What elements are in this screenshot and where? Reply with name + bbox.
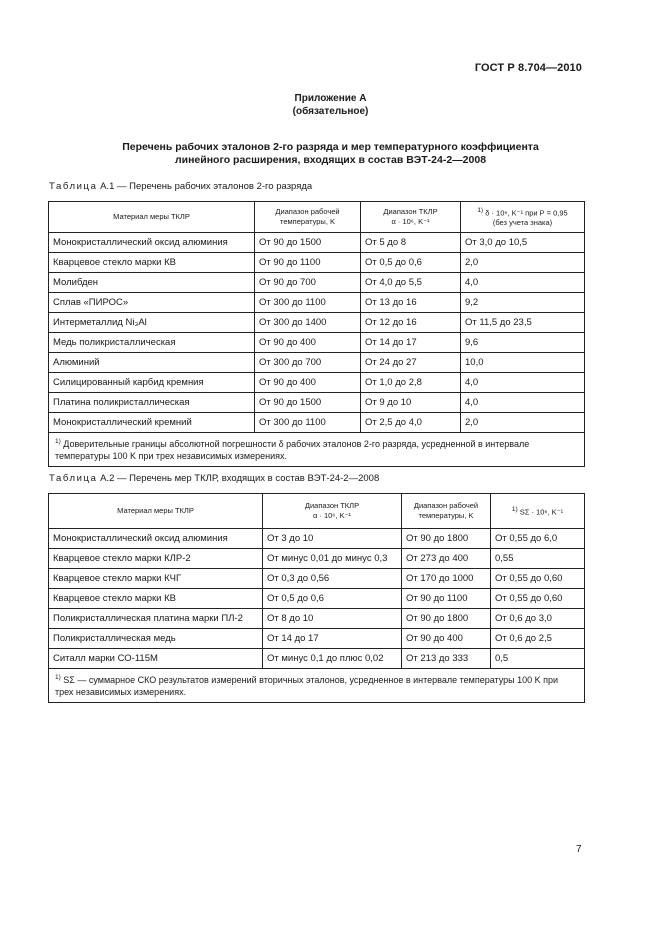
cell-temp: От 300 до 1100 xyxy=(255,293,361,313)
table2-caption-text: А.2 — Перечень мер ТКЛР, входящих в состав ВЭТ-24-2—2008 xyxy=(100,473,380,484)
table-row xyxy=(49,293,585,313)
table1-header-temp: Диапазон рабочей температуры, K xyxy=(255,202,361,233)
cell-material: Кварцевое стекло марки КЛР-2 xyxy=(49,549,263,569)
cell-delta: 9,6 xyxy=(461,333,585,353)
cell-temp: От 300 до 1100 xyxy=(255,413,361,433)
appendix-title: Приложение А xyxy=(294,93,367,104)
cell-temp: От 300 до 1400 xyxy=(255,313,361,333)
cell-material: Поликристаллическая платина марки ПЛ-2 xyxy=(49,609,263,629)
table1-header-delta-note: (без учета знака) xyxy=(492,218,553,228)
cell-material: Ситалл марки СО-115М xyxy=(49,649,263,669)
cell-tklr: От 14 до 17 xyxy=(361,333,461,353)
cell-tklr: От 3 до 10 xyxy=(263,529,402,549)
cell-temp: От 90 до 1100 xyxy=(402,589,491,609)
cell-s: От 0,55 до 0,60 xyxy=(491,589,585,609)
table1-header-delta xyxy=(461,202,585,233)
cell-s: От 0,6 до 3,0 xyxy=(491,609,585,629)
cell-temp: От 90 до 1800 xyxy=(402,609,491,629)
cell-temp: От 90 до 400 xyxy=(255,333,361,353)
cell-material: Поликристаллическая медь xyxy=(49,629,263,649)
table2-header-temp: Диапазон рабочей температуры, K xyxy=(402,494,491,529)
cell-material: Сплав «ПИРОС» xyxy=(49,293,255,313)
cell-temp: От 90 до 1500 xyxy=(255,233,361,253)
cell-material: Монокристаллический оксид алюминия xyxy=(49,233,255,253)
cell-s: От 0,6 до 2,5 xyxy=(491,629,585,649)
table2-header-s xyxy=(491,494,585,529)
table-row xyxy=(49,273,585,293)
table-row xyxy=(49,333,585,353)
cell-tklr: От минус 0,01 до минус 0,3 xyxy=(263,549,402,569)
cell-tklr: От 5 до 8 xyxy=(361,233,461,253)
cell-delta: 4,0 xyxy=(461,393,585,413)
cell-delta: 2,0 xyxy=(461,413,585,433)
table-row xyxy=(49,569,585,589)
table1-header-tklr-label: Диапазон ТКЛР xyxy=(383,207,438,216)
cell-material: Кварцевое стекло марки КВ xyxy=(49,589,263,609)
page-number: 7 xyxy=(576,844,582,855)
cell-delta: От 11,5 до 23,5 xyxy=(461,313,585,333)
cell-tklr: От 0,5 до 0,6 xyxy=(263,589,402,609)
table2-header-s-label: SΣ · 10⁶, K⁻¹ xyxy=(519,507,564,517)
cell-s: От 0,55 до 0,60 xyxy=(491,569,585,589)
appendix-heading xyxy=(60,141,601,167)
cell-material: Монокристаллический кремний xyxy=(49,413,255,433)
table-row xyxy=(49,233,585,253)
table-row xyxy=(49,393,585,413)
table2-header-tklr-unit: α · 10⁶, K⁻¹ xyxy=(312,511,352,520)
cell-material: Интерметаллид Ni₃Al xyxy=(49,313,255,333)
cell-delta: 2,0 xyxy=(461,253,585,273)
table-row xyxy=(49,649,585,669)
cell-material: Силицированный карбид кремния xyxy=(49,373,255,393)
cell-temp: От 90 до 1100 xyxy=(255,253,361,273)
cell-temp: От 273 до 400 xyxy=(402,549,491,569)
table2-footnote-row xyxy=(49,669,585,703)
table-a2 xyxy=(48,493,585,703)
table-row xyxy=(49,589,585,609)
table-row xyxy=(49,253,585,273)
standard-code: ГОСТ Р 8.704—2010 xyxy=(474,62,582,74)
table-row xyxy=(49,313,585,333)
cell-tklr: От 9 до 10 xyxy=(361,393,461,413)
cell-delta: 4,0 xyxy=(461,273,585,293)
table1-footnote-marker: 1) xyxy=(55,438,61,445)
table2-caption-label: Таблица xyxy=(49,473,98,484)
table1-header-row xyxy=(49,202,585,233)
cell-temp: От 90 до 1500 xyxy=(255,393,361,413)
table-row xyxy=(49,373,585,393)
cell-material: Кварцевое стекло марки КЧГ xyxy=(49,569,263,589)
cell-material: Алюминий xyxy=(49,353,255,373)
cell-delta: 10,0 xyxy=(461,353,585,373)
cell-tklr: От 13 до 16 xyxy=(361,293,461,313)
table1-caption xyxy=(49,181,312,192)
cell-tklr: От 4,0 до 5,5 xyxy=(361,273,461,293)
cell-tklr: От 0,5 до 0,6 xyxy=(361,253,461,273)
table1-footnote-row xyxy=(49,433,585,467)
cell-tklr: От минус 0,1 до плюс 0,02 xyxy=(263,649,402,669)
table2-header-s-marker: 1) xyxy=(511,505,518,513)
table-row xyxy=(49,353,585,373)
cell-tklr: От 24 до 27 xyxy=(361,353,461,373)
cell-temp: От 300 до 700 xyxy=(255,353,361,373)
table2-header-tklr xyxy=(263,494,402,529)
table1-footnote-text: Доверительные границы абсолютной погрешности δ рабочих эталонов 2-го разряда, усредненной в интервале температуры 100 K при трех независимых измерениях. xyxy=(55,439,530,461)
table1-footnote xyxy=(49,433,585,467)
cell-temp: От 90 до 700 xyxy=(255,273,361,293)
cell-tklr: От 0,3 до 0,56 xyxy=(263,569,402,589)
table1-header-tklr-unit: α · 10⁶, K⁻¹ xyxy=(391,217,430,226)
table-row xyxy=(49,549,585,569)
table2-header-row xyxy=(49,494,585,529)
table2-footnote-marker: 1) xyxy=(55,674,61,681)
cell-material: Медь поликристаллическая xyxy=(49,333,255,353)
table1-header-delta-label: δ · 10⁶, K⁻¹ при P = 0,95 xyxy=(485,208,568,218)
table1-caption-label: Таблица xyxy=(49,181,98,192)
table2-caption xyxy=(49,473,379,484)
table-row xyxy=(49,413,585,433)
heading-line-1: Перечень рабочих эталонов 2-го разряда и мер температурного коэффициента xyxy=(122,141,539,153)
cell-material: Платина поликристаллическая xyxy=(49,393,255,413)
table-row xyxy=(49,629,585,649)
cell-tklr: От 12 до 16 xyxy=(361,313,461,333)
table-row xyxy=(49,529,585,549)
table2-header-tklr-label: Диапазон ТКЛР xyxy=(304,501,360,510)
cell-temp: От 90 до 1800 xyxy=(402,529,491,549)
cell-material: Кварцевое стекло марки КВ xyxy=(49,253,255,273)
cell-delta: 9,2 xyxy=(461,293,585,313)
table-a1 xyxy=(48,201,585,467)
cell-temp: От 170 до 1000 xyxy=(402,569,491,589)
table2-header-material: Материал меры ТКЛР xyxy=(49,494,263,529)
appendix-block xyxy=(0,92,661,118)
cell-delta: От 3,0 до 10,5 xyxy=(461,233,585,253)
cell-temp: От 213 до 333 xyxy=(402,649,491,669)
cell-s: 0,55 xyxy=(491,549,585,569)
cell-tklr: От 1,0 до 2,8 xyxy=(361,373,461,393)
cell-material: Монокристаллический оксид алюминия xyxy=(49,529,263,549)
cell-tklr: От 14 до 17 xyxy=(263,629,402,649)
table1-header-material: Материал меры ТКЛР xyxy=(49,202,255,233)
cell-s: От 0,55 до 6,0 xyxy=(491,529,585,549)
cell-tklr: От 8 до 10 xyxy=(263,609,402,629)
table1-caption-text: А.1 — Перечень рабочих эталонов 2-го разряда xyxy=(100,181,313,192)
table1-header-tklr xyxy=(361,202,461,233)
table-row xyxy=(49,609,585,629)
cell-temp: От 90 до 400 xyxy=(255,373,361,393)
appendix-subtitle: (обязательное) xyxy=(292,106,369,117)
cell-temp: От 90 до 400 xyxy=(402,629,491,649)
heading-line-2: линейного расширения, входящих в состав ВЭТ-24-2—2008 xyxy=(174,154,487,166)
cell-material: Молибден xyxy=(49,273,255,293)
cell-s: 0,5 xyxy=(491,649,585,669)
table1-header-delta-marker: 1) xyxy=(477,206,484,214)
cell-delta: 4,0 xyxy=(461,373,585,393)
cell-tklr: От 2,5 до 4,0 xyxy=(361,413,461,433)
table2-footnote xyxy=(49,669,585,703)
table2-footnote-text: SΣ — суммарное СКО результатов измерений вторичных эталонов, усредненное в интервале температуры 100 K при трех независимых измерениях. xyxy=(55,675,559,697)
